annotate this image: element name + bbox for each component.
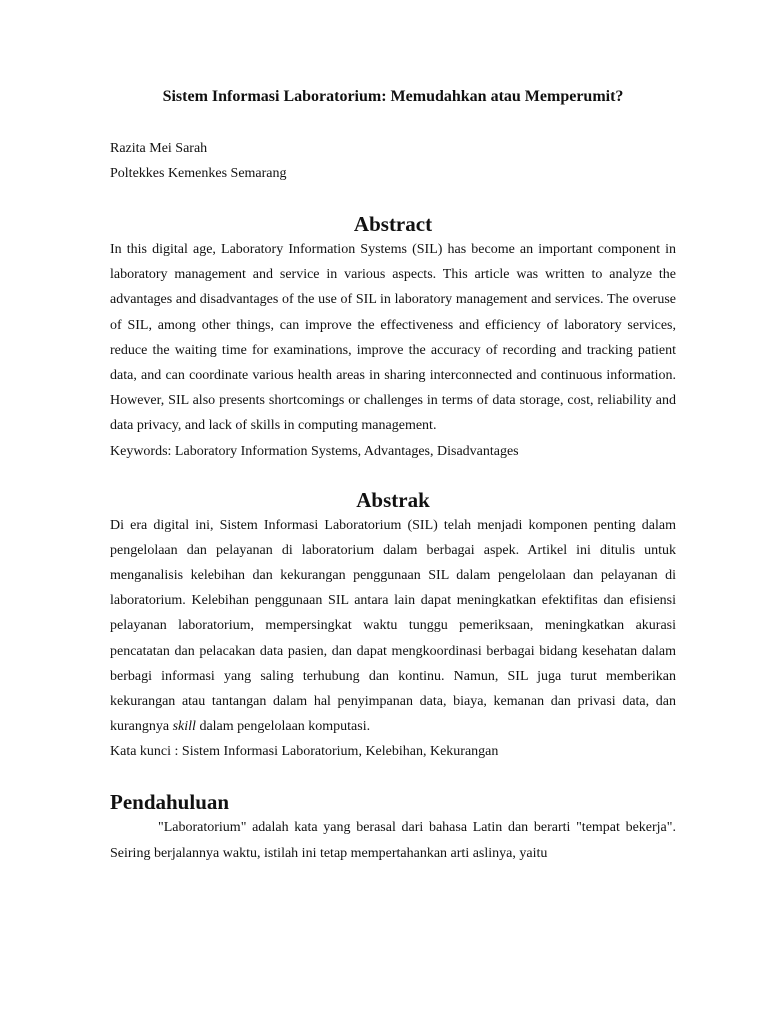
introduction-body: "Laboratorium" adalah kata yang berasal dari bahasa Latin dan berarti "tempat bekerja". Seiring berjalannya waktu, istilah ini tetap mempertahankan arti aslinya, yaitu — [110, 820, 676, 861]
spacer — [110, 464, 676, 488]
spacer — [110, 764, 676, 790]
abstrak-body-text: Di era digital ini, Sistem Informasi Laboratorium (SIL) telah menjadi komponen penting dalam pengelolaan dan pelayanan di laboratorium dalam berbagai aspek. Artikel ini ditulis untuk menganalisis kelebihan dan kekurangan penggunaan SIL dalam pengelolaan dan pelayanan di laboratorium. Kelebihan penggunaan SIL antara lain dapat meningkatkan efektifitas dan efisiensi pelayanan laboratorium, mempersingkat waktu tunggu pemeriksaan, meningkatkan akurasi pencatatan dan pelacakan data pasien, dan dapat mengkoordinasi berbagai bidang kesehatan dalam berbagi informasi yang saling terhubung dan kontinu. Namun, SIL juga turut memberikan kekurangan atau tantangan dalam hal penyimpanan data, biaya, kemanan dan privasi data, dan kurangnya — [110, 517, 676, 735]
introduction-section — [110, 790, 676, 865]
introduction-heading: Pendahuluan — [110, 790, 230, 815]
abstrak-body-tail: dalam pengelolaan komputasi. — [195, 719, 371, 735]
author-name: Razita Mei Sarah — [110, 141, 208, 156]
abstract-keywords: Keywords: Laboratory Information Systems, Advantages, Disadvantages — [110, 443, 519, 459]
abstrak-body — [110, 513, 676, 740]
abstrak-keywords: Kata kunci : Sistem Informasi Laboratorium, Kelebihan, Kekurangan — [110, 744, 499, 760]
abstract-heading: Abstract — [353, 212, 433, 236]
abstrak-italic-term: skill — [172, 719, 196, 735]
abstract-body: In this digital age, Laboratory Information Systems (SIL) has become an important component in laboratory management and service in various aspects. This article was written to analyze the advantages and disadvantages of the use of SIL in laboratory management and services. The overuse of SIL, among other things, can improve the effectiveness and efficiency of laboratory services, reduce the waiting time for examinations, improve the accuracy of recording and tracking patient data, and can coordinate various health areas in sharing interconnected and continuous information. However, SIL also presents shortcomings or challenges in terms of data storage, cost, reliability and data privacy, and lack of skills in computing management. — [110, 242, 676, 434]
abstract-english — [110, 212, 676, 464]
spacer — [110, 186, 676, 212]
abstrak-heading: Abstrak — [356, 487, 430, 512]
author-affiliation: Poltekkes Kemenkes Semarang — [110, 166, 287, 181]
abstract-indonesian — [110, 488, 676, 765]
document-page — [110, 84, 676, 866]
paper-title: Sistem Informasi Laboratorium: Memudahkan atau Memperumit? — [162, 88, 624, 105]
